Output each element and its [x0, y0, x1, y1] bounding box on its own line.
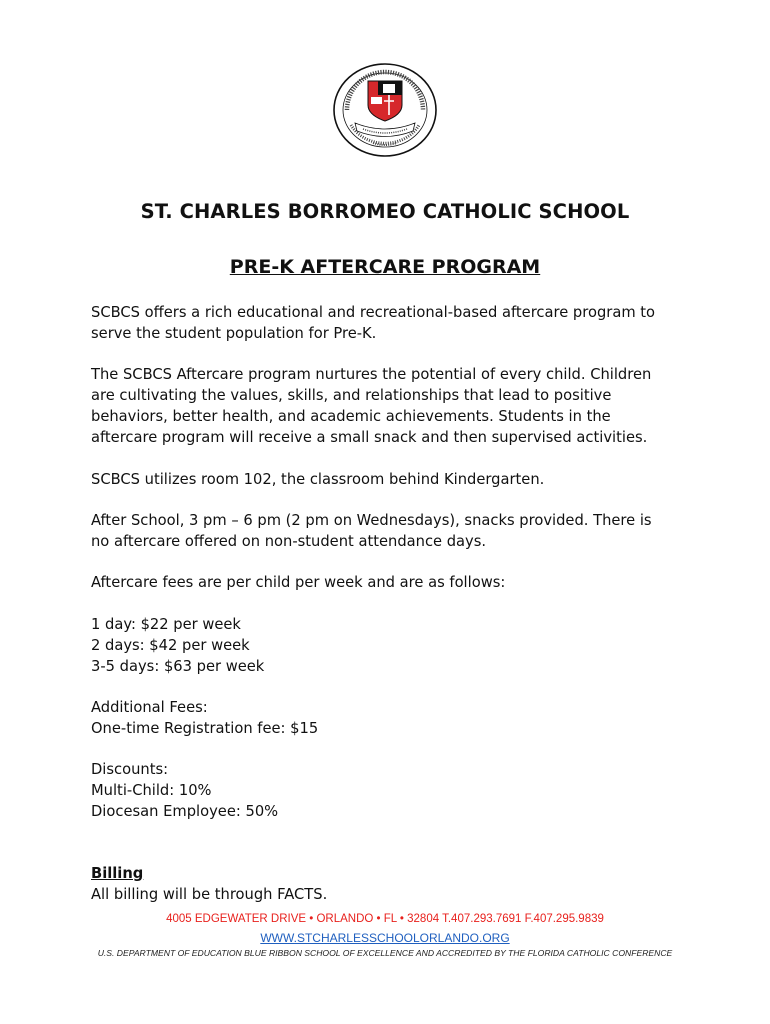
- schedule-line: After School, 3 pm – 6 pm (2 pm on Wednesdays), snacks provided. There is: [91, 512, 652, 529]
- footer-website-link[interactable]: WWW.STCHARLESSCHOOLORLANDO.ORG: [260, 931, 510, 945]
- billing-section: [91, 863, 691, 905]
- intro-paragraph: [91, 302, 691, 344]
- discounts-heading: Discounts:: [91, 761, 169, 778]
- discounts: [91, 759, 691, 822]
- billing-heading: Billing: [91, 865, 144, 882]
- mission-paragraph: [91, 364, 691, 448]
- schedule-line: no aftercare offered on non-student attendance days.: [91, 533, 487, 550]
- fees-intro-line: Aftercare fees are per child per week and are as follows:: [91, 574, 506, 591]
- registration-fee: One-time Registration fee: $15: [91, 720, 319, 737]
- mission-line: The SCBCS Aftercare program nurtures the potential of every child. Children: [91, 366, 652, 383]
- mission-line: behaviors, better health, and academic achievements. Students in the: [91, 408, 611, 425]
- school-seal-logo: [333, 63, 437, 157]
- fee-item: 1 day: $22 per week: [91, 616, 241, 633]
- school-name-heading: ST. CHARLES BORROMEO CATHOLIC SCHOOL: [140, 200, 630, 223]
- location-paragraph: [91, 469, 691, 490]
- billing-text: All billing will be through FACTS.: [91, 886, 328, 903]
- intro-line: serve the student population for Pre-K.: [91, 325, 377, 342]
- fee-item: 2 days: $42 per week: [91, 637, 250, 654]
- location-line: SCBCS utilizes room 102, the classroom behind Kindergarten.: [91, 471, 545, 488]
- program-title: PRE-K AFTERCARE PROGRAM: [229, 256, 541, 278]
- fees-list: [91, 614, 691, 677]
- additional-fees-heading: Additional Fees:: [91, 699, 208, 716]
- discount-item: Diocesan Employee: 50%: [91, 803, 279, 820]
- discount-item: Multi-Child: 10%: [91, 782, 212, 799]
- footer-address: 4005 EDGEWATER DRIVE • ORLANDO • FL • 32804 T.407.293.7691 F.407.295.9839: [166, 913, 604, 925]
- mission-line: aftercare program will receive a small snack and then supervised activities.: [91, 429, 648, 446]
- additional-fees: [91, 697, 691, 739]
- mission-line: are cultivating the values, skills, and relationships that lead to positive: [91, 387, 612, 404]
- fee-item: 3-5 days: $63 per week: [91, 658, 265, 675]
- footer-accreditation: U.S. DEPARTMENT OF EDUCATION BLUE RIBBON SCHOOL OF EXCELLENCE AND ACCREDITED BY THE FLORIDA CATHOLIC CONFERENCE: [97, 948, 673, 958]
- fees-intro-paragraph: [91, 572, 691, 593]
- intro-line: SCBCS offers a rich educational and recreational-based aftercare program to: [91, 304, 656, 321]
- schedule-paragraph: [91, 510, 691, 552]
